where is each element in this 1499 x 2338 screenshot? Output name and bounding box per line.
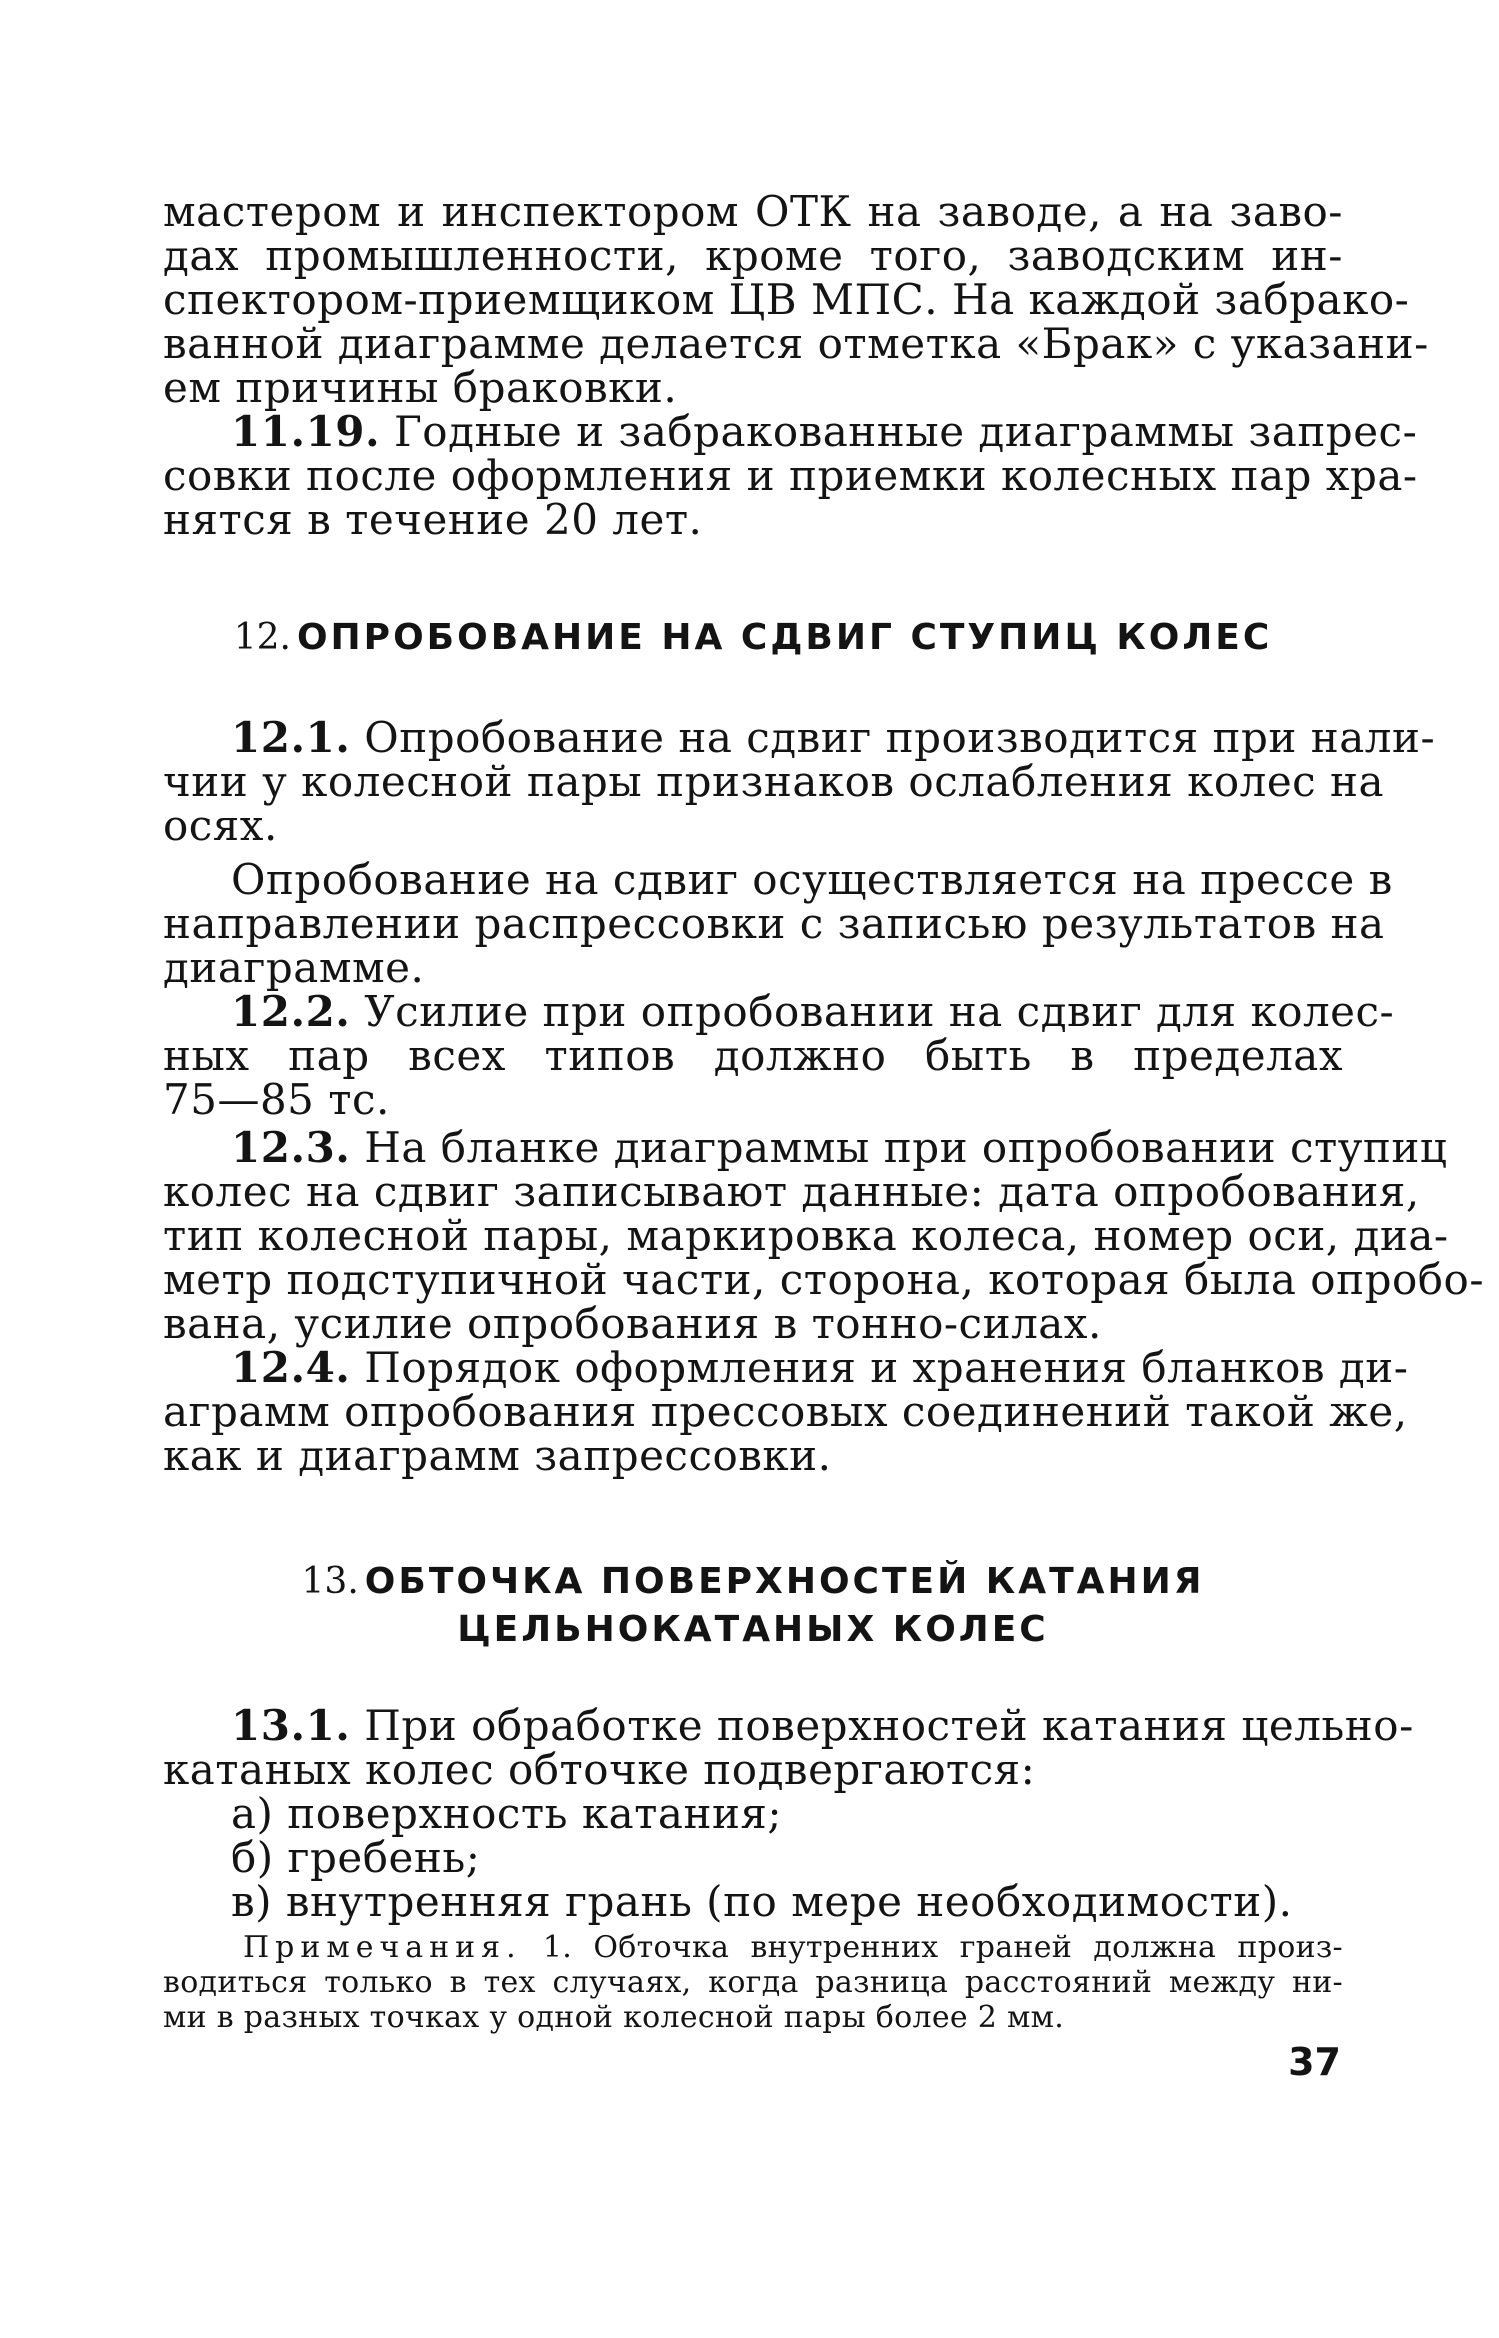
text-line <box>163 407 1418 456</box>
paragraph-number: 12.3. <box>231 1123 351 1172</box>
text-line <box>163 1123 1448 1172</box>
paragraph-13-1 <box>163 1701 1414 1794</box>
text-span: Опробование на сдвиг производится при нали- <box>364 713 1436 762</box>
text-line <box>163 1343 1409 1392</box>
text-line: ных пар всех типов должно быть в пределах <box>163 1031 1343 1080</box>
note <box>163 1930 1343 2035</box>
text-line <box>163 1701 1414 1750</box>
list-item: б) гребень; <box>231 1833 481 1882</box>
text-line: мастером и инспектором ОТК на заводе, а на заво- <box>163 187 1343 236</box>
text-line: совки после оформления и приемки колесных пар хра- <box>163 451 1418 500</box>
text-line: осях. <box>163 801 278 850</box>
text-span: Порядок оформления и хранения бланков ди- <box>364 1343 1409 1392</box>
list <box>163 1789 1343 1926</box>
section-title-line <box>163 1558 1343 1606</box>
text-line: спектором-приемщиком ЦВ МПС. На каждой забрако- <box>163 275 1410 324</box>
paragraph-number: 12.4. <box>231 1343 351 1392</box>
paragraph-number: 13.1. <box>231 1701 351 1750</box>
text-line: нятся в течение 20 лет. <box>163 495 703 544</box>
section-12-heading <box>163 614 1343 662</box>
section-title: ОПРОБОВАНИЕ НА СДВИГ СТУПИЦ КОЛЕС <box>296 617 1273 658</box>
text-span: Усилие при опробовании на сдвиг для колес- <box>364 987 1395 1036</box>
text-line: Опробование на сдвиг осуществляется на прессе в <box>231 855 1393 904</box>
section-number: 12. <box>233 617 291 658</box>
text-line: вана, усилие опробования в тонно-силах. <box>163 1299 1102 1348</box>
paragraph-12-3 <box>163 1123 1485 1348</box>
text-line: диаграмме. <box>163 943 425 992</box>
text-span: 1. Обточка внутренних граней должна произ- <box>542 1930 1343 1965</box>
paragraph-number: 12.2. <box>231 987 351 1036</box>
paragraph-12-1b <box>163 855 1393 992</box>
paragraph-12-2 <box>163 987 1395 1124</box>
paragraph-12-4 <box>163 1343 1409 1480</box>
text-line: ванной диаграмме делается отметка «Брак» с указани- <box>163 319 1429 368</box>
text-line: 75—85 тс. <box>163 1075 390 1124</box>
text-line <box>163 713 1436 762</box>
continuation-paragraph <box>163 187 1429 412</box>
text-span: Годные и забракованные диаграммы запрес- <box>394 407 1418 456</box>
page-body <box>163 187 1485 2035</box>
section-title: ОБТОЧКА ПОВЕРХНОСТЕЙ КАТАНИЯ <box>364 1561 1205 1602</box>
note-line: водиться только в тех случаях, когда разница расстояний между ни- <box>163 1965 1343 2000</box>
text-span: При обработке поверхностей катания цельно- <box>364 1701 1414 1750</box>
paragraph-11-19 <box>163 407 1418 544</box>
note-label: Примечания. <box>243 1930 522 1965</box>
text-line: направлении распрессовки с записью результатов на <box>163 899 1385 948</box>
text-line: метр подступичной части, сторона, которая была опробо- <box>163 1255 1485 1304</box>
page-number: 37 <box>1288 2040 1341 2084</box>
text-line <box>163 987 1395 1036</box>
paragraph-number: 11.19. <box>231 407 381 456</box>
note-line: ми в разных точках у одной колесной пары более 2 мм. <box>163 2000 1065 2035</box>
paragraph-12-1 <box>163 713 1436 850</box>
section-number: 13. <box>301 1561 359 1602</box>
text-span: На бланке диаграммы при опробовании ступиц <box>364 1123 1448 1172</box>
text-line: дах промышленности, кроме того, заводским ин- <box>163 231 1343 280</box>
text-line: как и диаграмм запрессовки. <box>163 1431 832 1480</box>
section-13-heading <box>163 1558 1343 1654</box>
section-title-line: ЦЕЛЬНОКАТАНЫХ КОЛЕС <box>457 1609 1049 1650</box>
text-line: колес на сдвиг записывают данные: дата опробования, <box>163 1167 1420 1216</box>
note-line <box>163 1930 1343 1965</box>
text-line: тип колесной пары, маркировка колеса, номер оси, диа- <box>163 1211 1449 1260</box>
text-line: чии у колесной пары признаков ослабления колес на <box>163 757 1385 806</box>
text-line: катаных колес обточке подвергаются: <box>163 1745 1036 1794</box>
list-item: в) внутренняя грань (по мере необходимости). <box>231 1877 1293 1926</box>
text-line: ем причины браковки. <box>163 363 678 412</box>
text-line: аграмм опробования прессовых соединений такой же, <box>163 1387 1408 1436</box>
paragraph-number: 12.1. <box>231 713 351 762</box>
list-item: а) поверхность катания; <box>231 1789 783 1838</box>
